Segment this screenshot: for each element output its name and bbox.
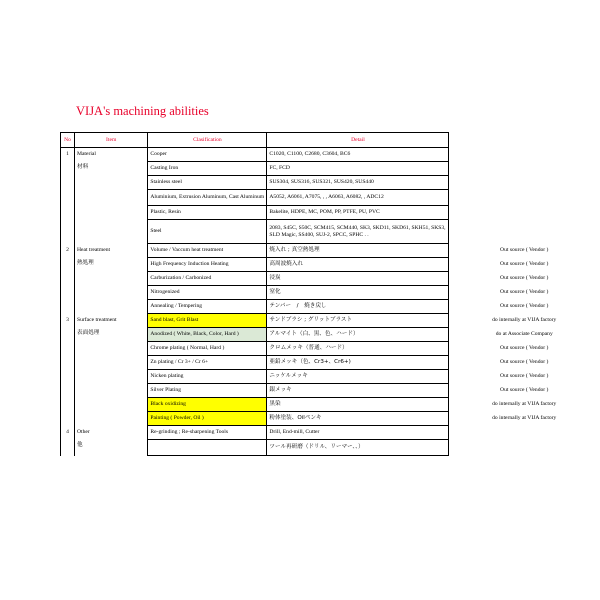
table-row bbox=[61, 314, 600, 328]
classification-cell: Re-grinding ; Re-sharpening Tools bbox=[148, 426, 267, 440]
source-note: Out source ( Vendor ) bbox=[500, 303, 549, 309]
source-note: Out source ( Vendor ) bbox=[500, 275, 549, 281]
item-label: Heat treatment bbox=[76, 246, 111, 253]
detail-cell: Bakelite, HDPE, MC, POM, PP, PTFE, PU, PVC bbox=[267, 206, 449, 220]
source-note bbox=[449, 162, 600, 176]
table-body bbox=[61, 148, 600, 456]
classification-cell: Zn plating / Cr 3+ / Cr 6+ bbox=[148, 356, 267, 370]
group-item bbox=[74, 314, 147, 426]
source-note: Out source ( Vendor ) bbox=[500, 261, 549, 267]
classification-cell: Casting Iron bbox=[148, 162, 267, 176]
page-title: VIJA's machining abilities bbox=[76, 104, 209, 118]
detail-cell: Drill, End-mill, Cutter bbox=[267, 426, 449, 440]
source-note bbox=[449, 148, 600, 162]
classification-cell: Sand blast, Grit Blast bbox=[148, 314, 267, 328]
source-note: Out source ( Vendor ) bbox=[500, 345, 549, 351]
group-number: 4 bbox=[61, 426, 75, 456]
detail-cell: 浸炭 bbox=[267, 272, 449, 286]
classification-cell: Plastic, Resin bbox=[148, 206, 267, 220]
group-item bbox=[74, 148, 147, 244]
detail-cell: ニッケルメッキ bbox=[267, 370, 449, 384]
group-item bbox=[74, 426, 147, 456]
classification-cell: Annealing / Tempering bbox=[148, 300, 267, 314]
item-label-jp: 材料 bbox=[76, 164, 89, 170]
classification-cell: Silver Plating bbox=[148, 384, 267, 398]
source-note: Out source ( Vendor ) bbox=[500, 387, 549, 393]
table-row bbox=[61, 148, 600, 162]
classification-cell: Carburization / Carbonized bbox=[148, 272, 267, 286]
table-header-row bbox=[61, 133, 600, 148]
item-label-jp: 表面処理 bbox=[76, 329, 100, 336]
detail-cell: FC, FCD bbox=[267, 162, 449, 176]
detail-cell: 高周波焼入れ bbox=[267, 258, 449, 272]
detail-cell: アルマイト（白、黒、色、ハード） bbox=[267, 328, 449, 342]
source-note bbox=[449, 426, 600, 440]
source-note: do internally at VIJA factory bbox=[492, 317, 557, 323]
machining-abilities-table bbox=[60, 132, 600, 456]
group-number: 3 bbox=[61, 314, 75, 426]
header-item: Item bbox=[74, 133, 147, 148]
source-note bbox=[449, 190, 600, 206]
source-note: do internally at VIJA factory bbox=[492, 401, 557, 407]
detail-cell: 粉体塗装、Oilペンキ bbox=[267, 412, 449, 426]
group-number: 1 bbox=[61, 148, 75, 244]
detail-cell: テンパー / 焼き戻し bbox=[267, 300, 449, 314]
table-row bbox=[61, 244, 600, 258]
classification-cell: Chrome plating ( Normal, Hard ) bbox=[148, 342, 267, 356]
detail-cell: 亜鉛メッキ（色、Cr3+、Cr6+) bbox=[267, 356, 449, 370]
table-row bbox=[61, 426, 600, 440]
classification-cell: Nitrogenized bbox=[148, 286, 267, 300]
source-note bbox=[449, 440, 600, 456]
classification-cell bbox=[148, 440, 267, 456]
source-note bbox=[449, 176, 600, 190]
item-label-jp: 他 bbox=[76, 441, 83, 448]
detail-cell: 焼入れ ; 真空熱処理 bbox=[267, 244, 449, 258]
item-label: Surface treatment bbox=[76, 316, 117, 323]
detail-cell: 銀メッキ bbox=[267, 384, 449, 398]
detail-cell: SUS304, SUS316, SUS321, SUS420, SUS440 bbox=[267, 176, 449, 190]
group-number: 2 bbox=[61, 244, 75, 314]
classification-cell: Stainless steel bbox=[148, 176, 267, 190]
header-detail: Detail bbox=[267, 133, 449, 148]
header-no: No bbox=[61, 133, 75, 148]
detail-cell: クロムメッキ（普通、ハード） bbox=[267, 342, 449, 356]
detail-cell: 2083, S45C, S50C, SCM415, SCM440, SK3, SKD11, SKD61, SKH51, SKS3, SLD Magic, SS400, SUJ-2, SPCC, SPHC . . bbox=[267, 220, 449, 244]
item-label: Other bbox=[76, 428, 90, 435]
item-label: Material bbox=[76, 151, 96, 157]
detail-cell: A5052, A6061, A7075, , , A6063, A6082, , ADC12 bbox=[267, 190, 449, 206]
detail-cell: 黒染 bbox=[267, 398, 449, 412]
classification-cell: Aluminium, Extrusion Aluminum, Cast Aluminum bbox=[148, 190, 267, 206]
group-item bbox=[74, 244, 147, 314]
detail-cell: ツール再研磨（ドリル、リーマー、、） bbox=[267, 440, 449, 456]
header-classification: Clasification bbox=[148, 133, 267, 148]
source-note bbox=[449, 220, 600, 244]
classification-cell: Cooper bbox=[148, 148, 267, 162]
source-note bbox=[449, 206, 600, 220]
classification-cell: High Frequency Induction Heating bbox=[148, 258, 267, 272]
source-note: Out source ( Vendor ) bbox=[500, 247, 549, 253]
item-label-jp: 熱処理 bbox=[76, 259, 94, 266]
classification-cell: Steel bbox=[148, 220, 267, 244]
classification-cell: Nicken plating bbox=[148, 370, 267, 384]
classification-cell: Volume / Vaccum heat treatment bbox=[148, 244, 267, 258]
source-note: Out source ( Vendor ) bbox=[500, 359, 549, 365]
detail-cell: 窒化 bbox=[267, 286, 449, 300]
classification-cell: Anodized ( White, Black, Color, Hard ) bbox=[148, 328, 267, 342]
source-note: Out source ( Vendor ) bbox=[500, 373, 549, 379]
source-note: do internally at VIJA factory bbox=[492, 415, 557, 421]
classification-cell: Black oxidizing bbox=[148, 398, 267, 412]
source-note: do at Associate Company bbox=[495, 331, 553, 337]
classification-cell: Painting ( Powder, Oil ) bbox=[148, 412, 267, 426]
detail-cell: C1020, C1100, C2680, C3604, BC6 bbox=[267, 148, 449, 162]
detail-cell: サンドブラシ ; グリットブラスト bbox=[267, 314, 449, 328]
source-note: Out source ( Vendor ) bbox=[500, 289, 549, 295]
